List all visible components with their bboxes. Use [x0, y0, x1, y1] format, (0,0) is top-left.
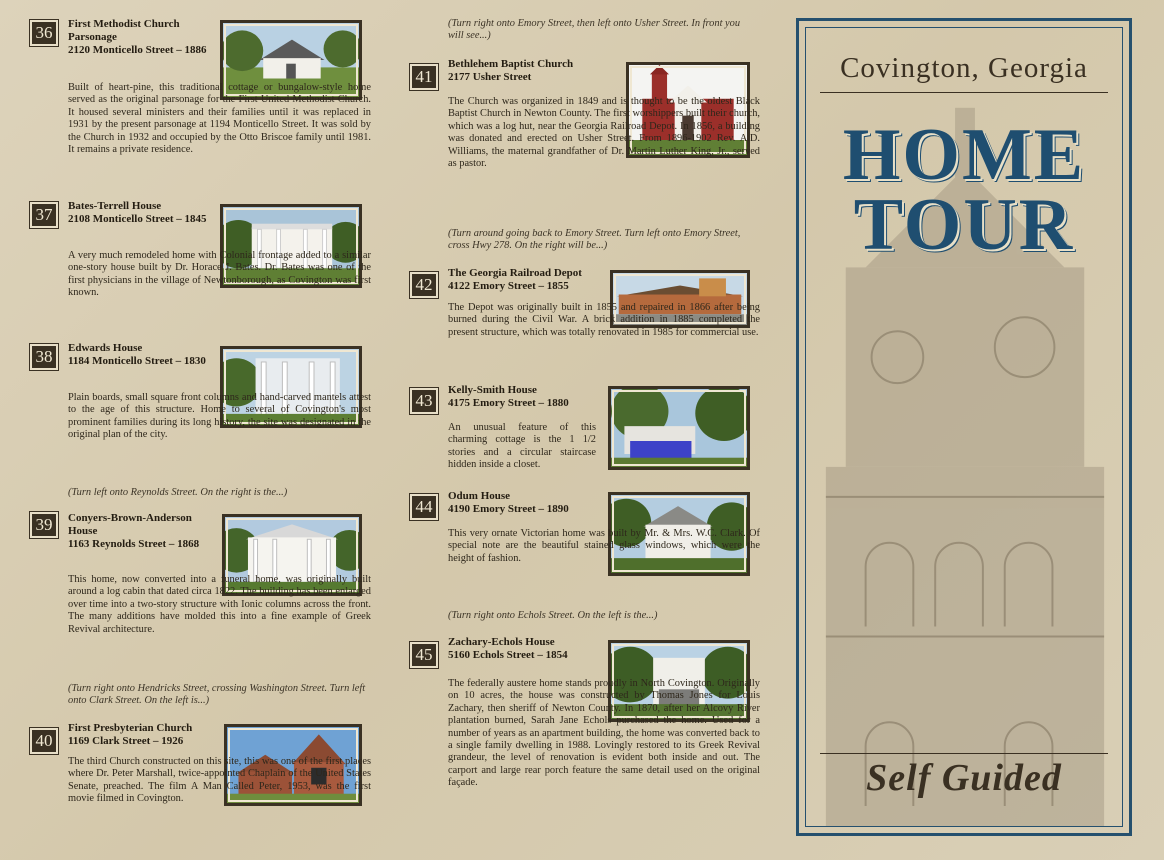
- stop-description: The third Church constructed on this site, this was one of the first places where Dr. Peter Marshall, twice-appointed Chaplain of the United States Senate, preached. The film A Man Called Peter, 1953, was the first movie filmed in Covington.: [68, 756, 371, 805]
- subtitle: Self Guided: [866, 757, 1062, 799]
- stop-heading: [68, 722, 218, 748]
- stop-description: A very much remodeled home with Colonial frontage added to a similar one-story house built by Dr. Horace J. Bates. Dr. Bates was one of the first physicians in the village of Newtonborough, as Covington was first known.: [68, 250, 371, 299]
- tour-stop-38: [30, 342, 371, 474]
- stop-description: This very ornate Victorian home was built by Mr. & Mrs. W.C. Clark. Of special note are the beautiful stained glass windows, which were the height of fashion.: [448, 528, 760, 564]
- stop-heading: [68, 342, 238, 368]
- divider-top: [820, 92, 1108, 93]
- stop-number: 39: [30, 512, 58, 538]
- city-title: Covington, Georgia: [840, 52, 1088, 84]
- cover-panel-inner: [805, 27, 1123, 827]
- stop-name: Bates-Terrell House: [68, 200, 162, 212]
- stop-name: Bethlehem Baptist Church: [448, 58, 574, 70]
- stop-heading: [448, 490, 608, 516]
- tour-stop-39: [30, 512, 371, 672]
- stop-number: 42: [410, 272, 438, 298]
- stop-address: 4122 Emory Street – 1855: [448, 280, 569, 292]
- stop-description: The Church was organized in 1849 and is thought to be the oldest Black Baptist Church in Newton County. The first worshippers built their church, which was a log hut, near the Georgia Railroad Depot. In 1856, a building was donated and erected on Usher Street. From 1896-1902 Rev. A.D. Williams, the maternal grandfather of Dr. Martin Luther King, Jr., served as pastor.: [448, 96, 760, 170]
- tour-stop-42: [410, 267, 760, 378]
- stop-address: 4190 Emory Street – 1890: [448, 503, 569, 515]
- title-line-home: HOME: [842, 114, 1086, 196]
- stop-number: 43: [410, 388, 438, 414]
- stop-address: 1163 Reynolds Street – 1868: [68, 538, 200, 550]
- stop-description: This home, now converted into a funeral home, was originally built around a log cabin that dated circa 1822. The building has been enlarged over time into a two-story structure with Ionic columns across the front. The many additions have molded this into a fine example of Greek Revival architecture.: [68, 574, 371, 635]
- stop-heading: [448, 384, 608, 410]
- stop-heading: [448, 267, 608, 293]
- house-photo: [608, 386, 750, 470]
- stop-name: First Methodist Church Parsonage: [68, 18, 180, 43]
- stop-name: Odum House: [448, 490, 511, 502]
- stop-name: Zachary-Echols House: [448, 636, 555, 648]
- stop-heading: [448, 636, 618, 662]
- stop-description: Built of heart-pine, this traditional cottage or bungalow-style home served as the original parsonage for the First United Methodist Church. It housed several ministers and their families until it was replaced in 1931 by the present parsonage at 1194 Monticello Street. It was sold by the Church in 1932 and occupied by the Otto Briscoe family until 1981. It remains a private residence.: [68, 82, 371, 156]
- stop-address: 1184 Monticello Street – 1830: [68, 355, 206, 367]
- stop-heading: [448, 58, 608, 84]
- stop-description: An unusual feature of this charming cottage is the 1 1/2 stories and a circular staircase hidden inside a closet.: [448, 422, 596, 471]
- stop-heading: [68, 200, 208, 226]
- tour-stop-44: [410, 490, 760, 600]
- stop-number: 38: [30, 344, 58, 370]
- stop-description: The Depot was originally built in 1855 and repaired in 1866 after being burned during the Civil War. A brick addition in 1885 completed the present structure, which was totally renovated in 1985 for commercial use.: [448, 302, 760, 338]
- stop-number: 45: [410, 642, 438, 668]
- stop-address: 5160 Echols Street – 1854: [448, 649, 568, 661]
- tour-stop-36: [30, 18, 371, 190]
- directions-note: (Turn right onto Hendricks Street, crossing Washington Street. Turn left onto Clark Street. On the left is...): [68, 683, 366, 707]
- stop-number: 41: [410, 64, 438, 90]
- title-line-tour: TOUR: [853, 184, 1075, 266]
- stop-description: The federally austere home stands proudly in North Covington. Originally on 10 acres, the house was constructed by Thomas Jones for Louis Zachary, then sheriff of Newton County. In 1870, after her Alcovy River plantation burned, Sarah Jane Echols purchased the home. Used for a number of years as an apartment building, the home was converted back to a single family dwelling in 1988. Lovingly restored to its Greek Revival grandeur, the level of renovation is evident both inside and out. The carport and large rear porch feature the same detail used on the original façade.: [448, 678, 760, 789]
- stop-name: First Presbyterian Church: [68, 722, 193, 734]
- stop-address: 2108 Monticello Street – 1845: [68, 213, 207, 225]
- divider-bottom: [820, 753, 1108, 754]
- stop-name: The Georgia Railroad Depot: [448, 267, 582, 279]
- stop-address: 1169 Clark Street – 1926: [68, 735, 184, 747]
- stop-number: 40: [30, 728, 58, 754]
- stop-address: 2177 Usher Street: [448, 71, 532, 83]
- stop-name: Edwards House: [68, 342, 143, 354]
- stop-description: Plain boards, small square front columns and hand-carved mantels attest to the age of this structure. Home to several of Covington's most prominent families during its long history, the site was designated in the original plan of the city.: [68, 392, 371, 441]
- stop-heading: [68, 512, 208, 551]
- directions-note: (Turn right onto Echols Street. On the left is the...): [448, 610, 658, 621]
- main-title: [806, 114, 1122, 266]
- directions-note: (Turn left onto Reynolds Street. On the right is the...): [68, 487, 288, 498]
- tour-stop-41: [410, 58, 760, 220]
- tour-stop-45: [410, 636, 760, 846]
- tour-stop-43: [410, 384, 750, 484]
- stop-address: 2120 Monticello Street – 1886: [68, 44, 207, 56]
- stop-number: 37: [30, 202, 58, 228]
- stop-address: 4175 Emory Street – 1880: [448, 397, 569, 409]
- tour-stop-37: [30, 200, 371, 334]
- cover-panel: [796, 18, 1132, 836]
- tour-stop-40: [30, 722, 371, 842]
- stop-number: 44: [410, 494, 438, 520]
- stop-number: 36: [30, 20, 58, 46]
- stop-name: Conyers-Brown-Anderson House: [68, 512, 192, 537]
- stop-name: Kelly-Smith House: [448, 384, 537, 396]
- directions-note: (Turn right onto Emory Street, then left onto Usher Street. In front you will see...): [448, 18, 741, 42]
- directions-note: (Turn around going back to Emory Street. Turn left onto Emory Street, cross Hwy 278. On the right will be...): [448, 228, 741, 252]
- stop-heading: [68, 18, 208, 57]
